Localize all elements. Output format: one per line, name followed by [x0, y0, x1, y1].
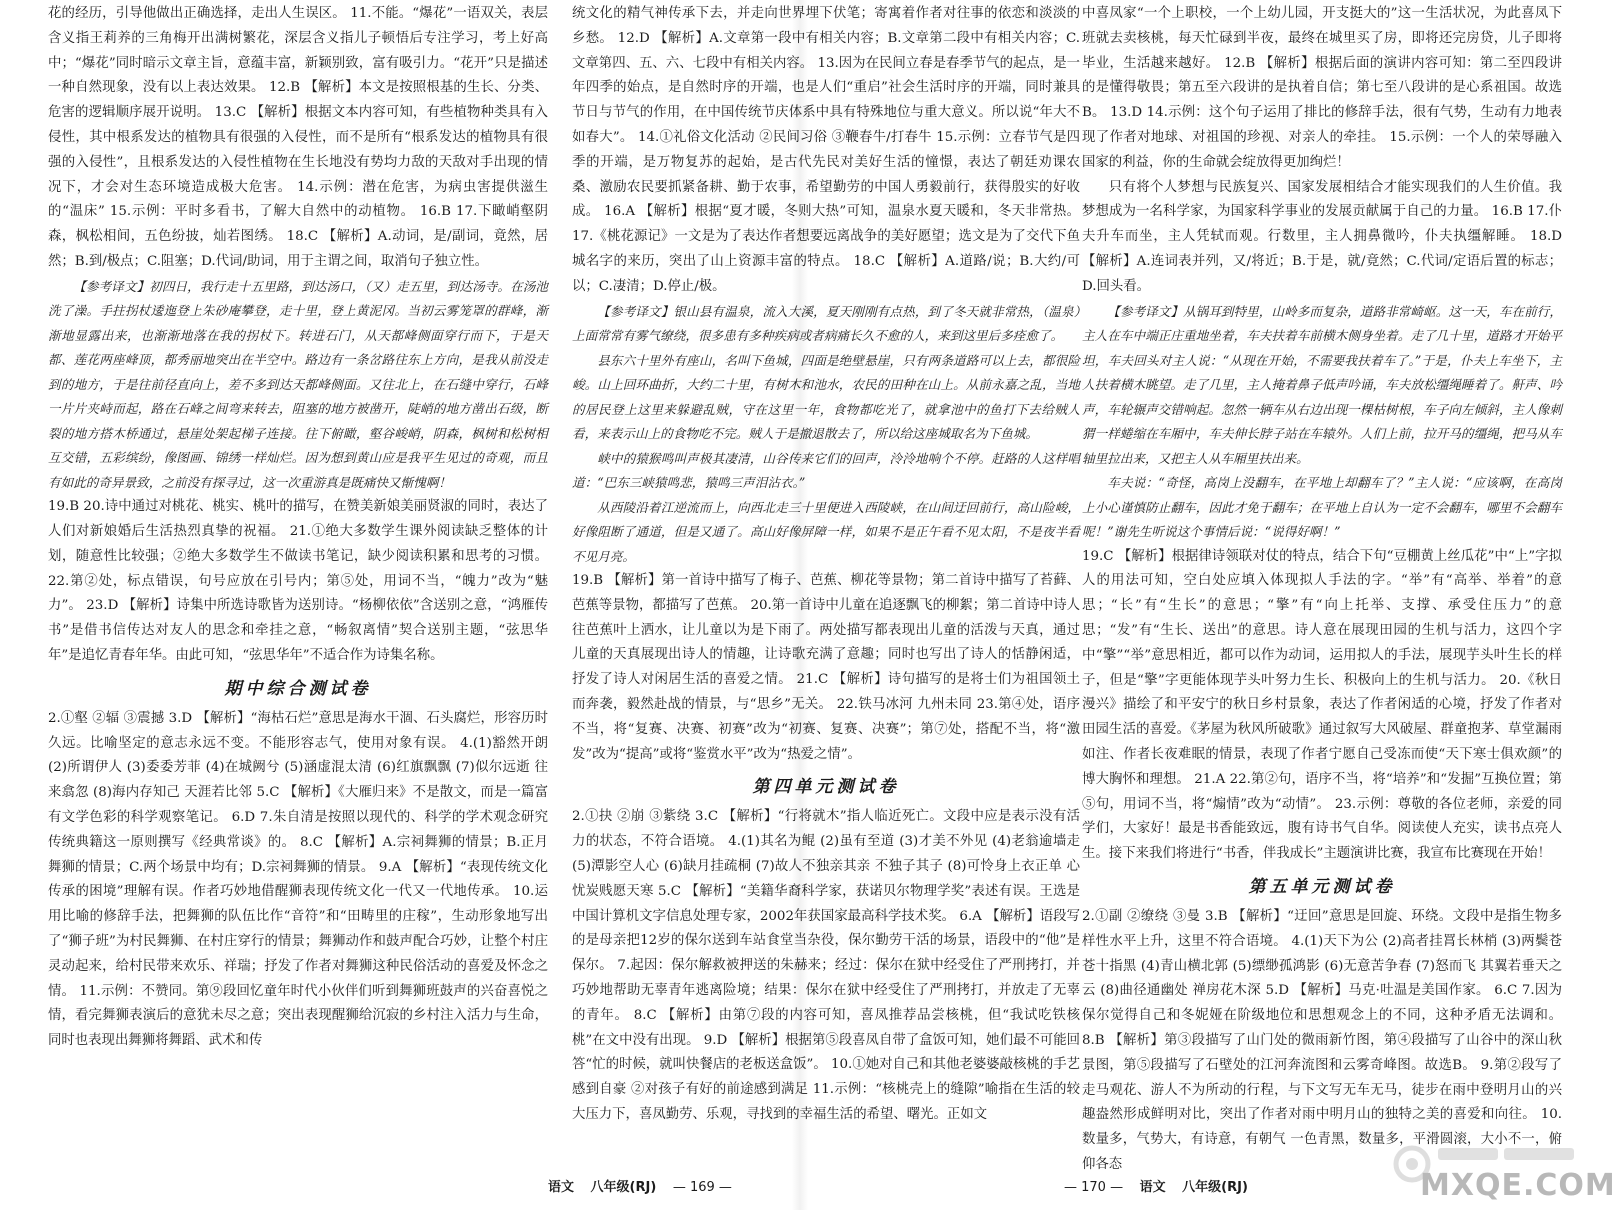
column-3	[1082, 2, 1562, 1172]
section-title: 第五单元测试卷	[1248, 876, 1396, 897]
answer-block: 中喜凤家“一个上职校，一个上幼儿园，开支挺大的”这一生活状况，为此喜凤下班就去卖核桃，每天忙碌到半夜，最终在城里买了房，即将还完房贷，儿子即将毕业，生活越来越好。 12.B 【解析】根据后面的演讲内容可知：第二至四段讲的是懂得敬畏；第五至六段讲的是执着自信；第七至八段讲的是心系祖国。故选B。 13.D 14.示例：这个句子运用了排比的修辞手法，很有气势，生动有力地表现了作者对地球、对祖国的珍视、对亲人的牵挂。 15.示例：一个人的荣辱融入国家的利益，你的生命就会绽放得更加绚烂！	[1082, 6, 1562, 170]
reference-translation: 【参考译文】从锅耳到特里，山岭多而复杂，道路非常崎岖。这一天，车在前行，主人在车中端正庄重地坐着，车夫扶着车前横木侧身坐着。走了几十里，道路才开始平坦，车夫回头对主人说：“从现在开始，不需要我扶着车了。”于是，仆夫上车坐下，主人扶着横木眺望。走了几里，主人掩着鼻子低声吟诵，车夫放松缰绳睡着了。鼾声、吟声，车轮辗声交错响起。忽然一辆车从右边出现一棵枯树根，车子向左倾斜，主人像刺猬一样蜷缩在车厢中，车夫伸长脖子站在车辕外。人们上前，拉开马的缰绳，把马从车轴里拉出来，又把主人从车厢里扶出来。	[1082, 303, 1562, 466]
column-1	[48, 2, 548, 1162]
answer-block: 花的经历，引导他做出正确选择，走出人生误区。 11.不能。“爆花”一语双关，表层含义指王莉养的三角梅开出满树繁花，深层含义指儿子顿悟后专注学习，考上好高中；“爆花”同时暗示文章主旨，意蕴丰富，新颖别致，富有吸引力。“花开”只是描述一种自然现象，没有以上表达效果。 12.B 【解析】本文是按照根基的生长、分类、危害的逻辑顺序展开说明。 13.C 【解析】根据文本内容可知，有些植物种类具有入侵性，其中根系发达的植物具有很强的入侵性，而不是所有“根系发达的植物具有很强的入侵性”，且根系发达的入侵性植物在生长地没有势均力敌的天敌对手出现的情况下，才会对生态环境造成极大危害。 14.示例：潜在危害，为病虫害提供滋生的“温床” 15.示例：平时多看书，了解大自然中的动植物。 16.B 17.下瞰峭壑阴森，枫松相间，五色纷披，灿若图绣。 18.C 【解析】A.动词，是/副词，竟然，居然；B.到/极点；C.阻塞；D.代词/助词，用于主谓之间，取消句子独立性。	[48, 6, 548, 269]
column-2	[572, 2, 1080, 1162]
watermark-text: MXQE.COM	[1420, 1168, 1616, 1203]
footer-grade: 八年级(RJ)	[590, 1180, 657, 1195]
page-number: — 170 —	[1064, 1180, 1124, 1195]
answer-block: 统文化的精气神传承下去，并走向世界埋下伏笔；寄寓着作者对往事的依恋和淡淡的乡愁。 12.D 【解析】A.文章第一段中有相关内容；B.文章第二段中有相关内容；C.文章第四、五、六、七段中有相关内容。 13.因为在民间立春是春季节气的起点，是一年四季的始点，是自然时序的开端，也是人们“重启”社会生活时序的开端，同时兼具节日与节气的作用，在中国传统节庆体系中具有特殊地位与重大意义。所以说“年大不如春大”。 14.①礼俗文化活动 ②民间习俗 ③鞭春牛/打春牛 15.示例：立春节气是四季的开端，是万物复苏的起始，是古代先民对美好生活的憧憬，表达了朝廷劝课农桑、激励农民要抓紧备耕、勤于农事，希望勤劳的中国人勇毅前行，获得殷实的好收成。 16.A 【解析】根据“夏才暖，冬则大热”可知，温泉水夏天暖和，冬天非常热。 17.《桃花源记》一文是为了表达作者想要远离战争的美好愿望；选文是为了交代下鱼城名字的来历，突出了山上资源丰富的特点。 18.C 【解析】A.道路/说；B.大约/可以；C.凄清；D.停止/极。	[572, 6, 1080, 294]
answer-block: 2.①副 ②缭绕 ③曼 3.B 【解析】“迂回”意思是回旋、环绕。文段中是指生物多样性水平上升，这里不符合语境。 4.(1)天下为公 (2)高者挂罥长林梢 (3)两鬓苍苍十指黑 (4)青山横北郭 (5)缥缈孤鸿影 (6)无意苦争春 (7)怒而飞 其翼若垂天之云 (8)曲径通幽处 禅房花木深 5.D 【解析】马克·吐温是美国作家。 6.C 7.因为保尔觉得自己和冬妮娅在阶级地位和思想观念上的不同，这种矛盾无法调和。 8.B 【解析】第③段描写了山门处的微雨新竹图，第④段描写了山谷中的深山秋景图，第⑤段描写了石壁处的江河奔流图和云雾奇峰图。故选B。 9.第②段写了走马观花、游人不为所动的行程，与下文写无车无马，徒步在雨中登明月山的兴趣盎然形成鲜明对比，突出了作者对雨中明月山的独特之美的喜爱和向往。 10.数量多，气势大，有诗意，有朝气 一色青黑，数量多，平滑圆滚，大小不一，俯仰各态	[1082, 908, 1562, 1172]
page-footer-right	[1064, 1176, 1260, 1195]
reference-translation: 车夫说：“奇怪，高岗上没翻车，在平地上却翻车了？”主人说：“应该啊，在高岗上小心谨慎防止翻车，因此才免于翻车；在平地上自认为一定不会翻车，哪里不会翻车呢！”谢先生听说这个事情后说：“说得好啊！”	[1082, 475, 1562, 540]
answer-block: 19.B 20.诗中通过对桃花、桃实、桃叶的描写，在赞美新娘美丽贤淑的同时，表达了人们对新娘婚后生活热烈真挚的祝福。 21.①绝大多数学生课外阅读缺乏整体的计划，随意性比较强；②绝大多数学生不做读书笔记，缺少阅读积累和思考的习惯。 22.第②处，标点错误，句号应放在引号内；第⑤处，用词不当，“魄力”改为“魅力”。 23.D 【解析】诗集中所选诗歌皆为送别诗。“杨柳依依”含送别之意，“鸿雁传书”是借书信传达对友人的思念和牵挂之意，“畅叙离情”契合送别主题，“弦思华年”是追忆青春年华。由此可知，“弦思华年”不适合作为诗集名称。	[48, 499, 548, 664]
answer-block: 19.B 【解析】第一首诗中描写了梅子、芭蕉、柳花等景物；第二首诗中描写了苔藓、芭蕉等景物，都描写了芭蕉。 20.第一首诗中儿童在追逐飘飞的柳絮；第二首诗中诗人往芭蕉叶上洒水，让儿童以为是下雨了。两处描写都表现出儿童的活泼与天真，通过儿童的天真展现出诗人的情趣，让诗歌充满了意趣；同时也写出了诗人的恬静闲适，抒发了诗人对闲居生活的喜爱之情。 21.C 【解析】诗句描写的是将士们为祖国领土而奔袭，毅然赴战的情景，与“思乡”无关。 22.铁马冰河 九州未同 23.第④处，语序不当，将“复赛、决赛、初赛”改为“初赛、复赛、决赛”；第⑦处，搭配不当，将“激发”改为“提高”或将“鉴赏水平”改为“热爱之情”。	[572, 573, 1080, 762]
reference-translation: 【参考译文】银山县有温泉，流入大溪，夏天刚刚有点热，到了冬天就非常热，（温泉）上面常常有雾气缭绕，很多患有多种疾病或者病痛长久不愈的人，来到这里后多痊愈了。	[572, 303, 1080, 344]
section-title: 期中综合测试卷	[224, 678, 372, 699]
reference-translation: 【参考译文】初四日，我行走十五里路，到达汤口，（又）走五里，到达汤寺。在汤池洗了澡。手拄拐杖逶迤登上朱砂庵攀登，走十里，登上黄泥冈。当初云雾笼罩的群峰，渐渐地显露出来，也渐渐地落在我的拐杖下。转进石门，从天都峰侧面穿行而下，于是天都、莲花两座峰顶，都秀丽地突出在半空中。路边有一条岔路往东上方向，是我从前没走到的地方，于是往前径直向上，差不多到达天都峰侧面。又往北上，在石缝中穿行，石峰一片片夹峙而起，路在石峰之间弯来转去，阻塞的地方被凿开，陡峭的地方凿出石级，断裂的地方搭木桥通过，悬崖处架起梯子连接。往下俯瞰，壑谷峻峭，阴森，枫树和松树相互交错，五彩缤纷，像图画、锦绣一样灿烂。因为想到黄山应是我平生见过的奇观，而且有如此的奇异景致，之前没有探寻过，这一次重游真是既痛快又惭愧啊！	[48, 278, 548, 490]
footer-subject: 语文	[548, 1180, 575, 1195]
reference-translation: 县东六十里外有座山，名叫下鱼城，四面是绝壁悬崖，只有两条道路可以上去，都很险峻。山上回环曲折，大约二十里，有树木和池水，农民的田种在山上。从前永嘉之乱，当地的居民登上这里来躲避乱贼，守在这里一年，食物都吃光了，就拿池中的鱼打下去给贼人看，来表示山上的食物吃不完。贼人于是撤退散去了，所以给这座城取名为下鱼城。	[572, 352, 1080, 442]
page-number: — 169 —	[672, 1180, 732, 1195]
answer-block: 2.①壑 ②辐 ③震撼 3.D 【解析】“海枯石烂”意思是海水干涸、石头腐烂，形容历时久远。比喻坚定的意志永远不变。不能形容志气，使用对象有误。 4.(1)豁然开朗 (2)所谓伊人 (3)委委芳菲 (4)在城阙兮 (5)涵虚混太清 (6)红旗飘飘 (7)似尔远逝 往来翕忽 (8)海内存知己 天涯若比邻 5.C 【解析】《大雁归来》不是散文，而是一篇富有文学色彩的科学观察笔记。 6.D 7.朱自清是按照以现代的、科学的学术观念研究传统典籍这一原则撰写《经典常谈》的。 8.C 【解析】A.宗祠舞狮的情景；B.正月舞狮的情景；C.两个场景中均有；D.宗祠舞狮的情景。 9.A 【解析】“表现传统文化传承的困境”理解有误。作者巧妙地借醒狮表现传统文化一代又一代地传承。 10.运用比喻的修辞手法，把舞狮的队伍比作“音符”和“田畴里的庄稼”，生动形象地写出了“狮子班”为村民舞狮、在村庄穿行的情景；舞狮动作和鼓声配合巧妙，让整个村庄灵动起来，给村民带来欢乐、祥瑞；抒发了作者对舞狮这种民俗活动的喜爱及怀念之情。 11.示例：不赞同。第⑨段回忆童年时代小伙伴们听到舞狮班鼓声的兴奋喜悦之情，看完舞狮表演后的意犹未尽之意；突出表现醒狮给沉寂的乡村注入活力与生命，同时也表现出舞狮将舞蹈、武术和传	[48, 710, 548, 1049]
section-title: 第四单元测试卷	[752, 777, 900, 798]
footer-subject: 语文	[1139, 1180, 1166, 1195]
answer-block: 2.①抉 ②崩 ③紫绕 3.C 【解析】“行将就木”指人临近死亡。文段中应是表示没有活力的状态，不符合语境。 4.(1)其名为鲲 (2)虽有至道 (3)才美不外见 (4)老翁逾墙走 (5)潭影空人心 (6)缺月挂疏桐 (7)故人不独亲其亲 不独子其子 (8)可怜身上衣正单 心忧炭贱愿天寒 5.C 【解析】“美籍华裔科学家，获诺贝尔物理学奖”表述有误。王选是中国计算机文字信息处理专家，2002年获国家最高科学技术奖。 6.A 【解析】语段写的是母亲把12岁的保尔送到车站食堂当杂役，保尔勤劳干活的场景，语段中的“他”是保尔。 7.起因：保尔解救被押送的朱赫来；经过：保尔在狱中经受住了严刑拷打，并巧妙地帮助无辜青年逃离险境；结果：保尔在狱中经受住了严刑拷打，并放走了无辜的青年。 8.C 【解析】由第⑦段的内容可知，喜凤推荐品尝核桃，但“我试吃铁核桃”在文中没有出现。 9.D 【解析】根据第⑤段喜凤自带了盒饭可知，她们最不可能回答“忙的时候，就叫快餐店的老板送盒饭”。 10.①她对自己和其他老婆婆敲核桃的手艺感到自豪 ②对孩子有好的前途感到满足 11.示例：“核桃壳上的缝隙”喻指在生活的较大压力下，喜凤勤劳、乐观，寻找到的幸福生活的希望、曙光。正如文	[572, 809, 1080, 1122]
answer-block: 只有将个人梦想与民族复兴、国家发展相结合才能实现我们的人生价值。我梦想成为一名科学家，为国家科学事业的发展贡献属于自己的力量。 16.B 17.仆夫升车而坐，主人凭轼而观。行数里，主人拥鼻微吟，仆夫执缰解睡。 18.D 【解析】A.连词表并列，又/将近；B.于是，就/竟然；C.代词/定语后置的标志；D.回头看。	[1082, 179, 1562, 294]
reference-translation: 从西陵沿着江逆流而上，向西北走三十里便进入西陵峡，在山间迂回前行，高山险峻，好像阻断了通道，但是又通了。高山好像屏障一样，如果不是正午看不见太阳，不是夜半看不见月亮。	[572, 499, 1080, 564]
page-footer-left	[548, 1176, 744, 1195]
answer-block: 19.C 【解析】根据律诗领联对仗的特点，结合下句“豆棚黄上丝瓜花”中“上”字拟人的用法可知，空白处应填入体现拟人手法的字。“举”有“高举、举着”的意思；“长”有“生长”的意思；“擎”有“向上托举、支撑、承受住压力”的意思；“发”有“生长、送出”的意思。诗人意在展现田园的生机与活力，这四个字中“擎”“举”意思相近，都可以作为动词，运用拟人的手法，展现芋头叶生长的样子，但是“擎”字更能体现芋头叶努力生长、积极向上的生机与活力。 20.《秋日漫兴》描绘了和平安宁的秋日乡村景象，表达了作者闲适的心境，抒发了作者对田园生活的喜爱。《茅屋为秋风所破歌》通过叙写大风破屋、群童抱茅、草堂漏雨如注、作者长夜难眠的情景，表现了作者宁愿自己受冻而使“天下寒士俱欢颜”的博大胸怀和理想。 21.A 22.第②句，语序不当，将“培养”和“发掘”互换位置；第⑤句，用词不当，将“煽情”改为“动情”。 23.示例：尊敬的各位老师，亲爱的同学们，大家好！最是书香能致远，腹有诗书气自华。阅读使人充实，读书点亮人生。接下来我们将进行“书香，伴我成长”主题演讲比赛，我宣布比赛现在开始！	[1082, 548, 1562, 862]
reference-translation: 峡中的猿猴鸣叫声极其凄清，山谷传来它们的回声，泠泠地响个不停。赶路的人这样唱道：“巴东三峡猿鸣悲，猿鸣三声泪沾衣。”	[572, 450, 1080, 491]
footer-grade: 八年级(RJ)	[1182, 1180, 1248, 1195]
